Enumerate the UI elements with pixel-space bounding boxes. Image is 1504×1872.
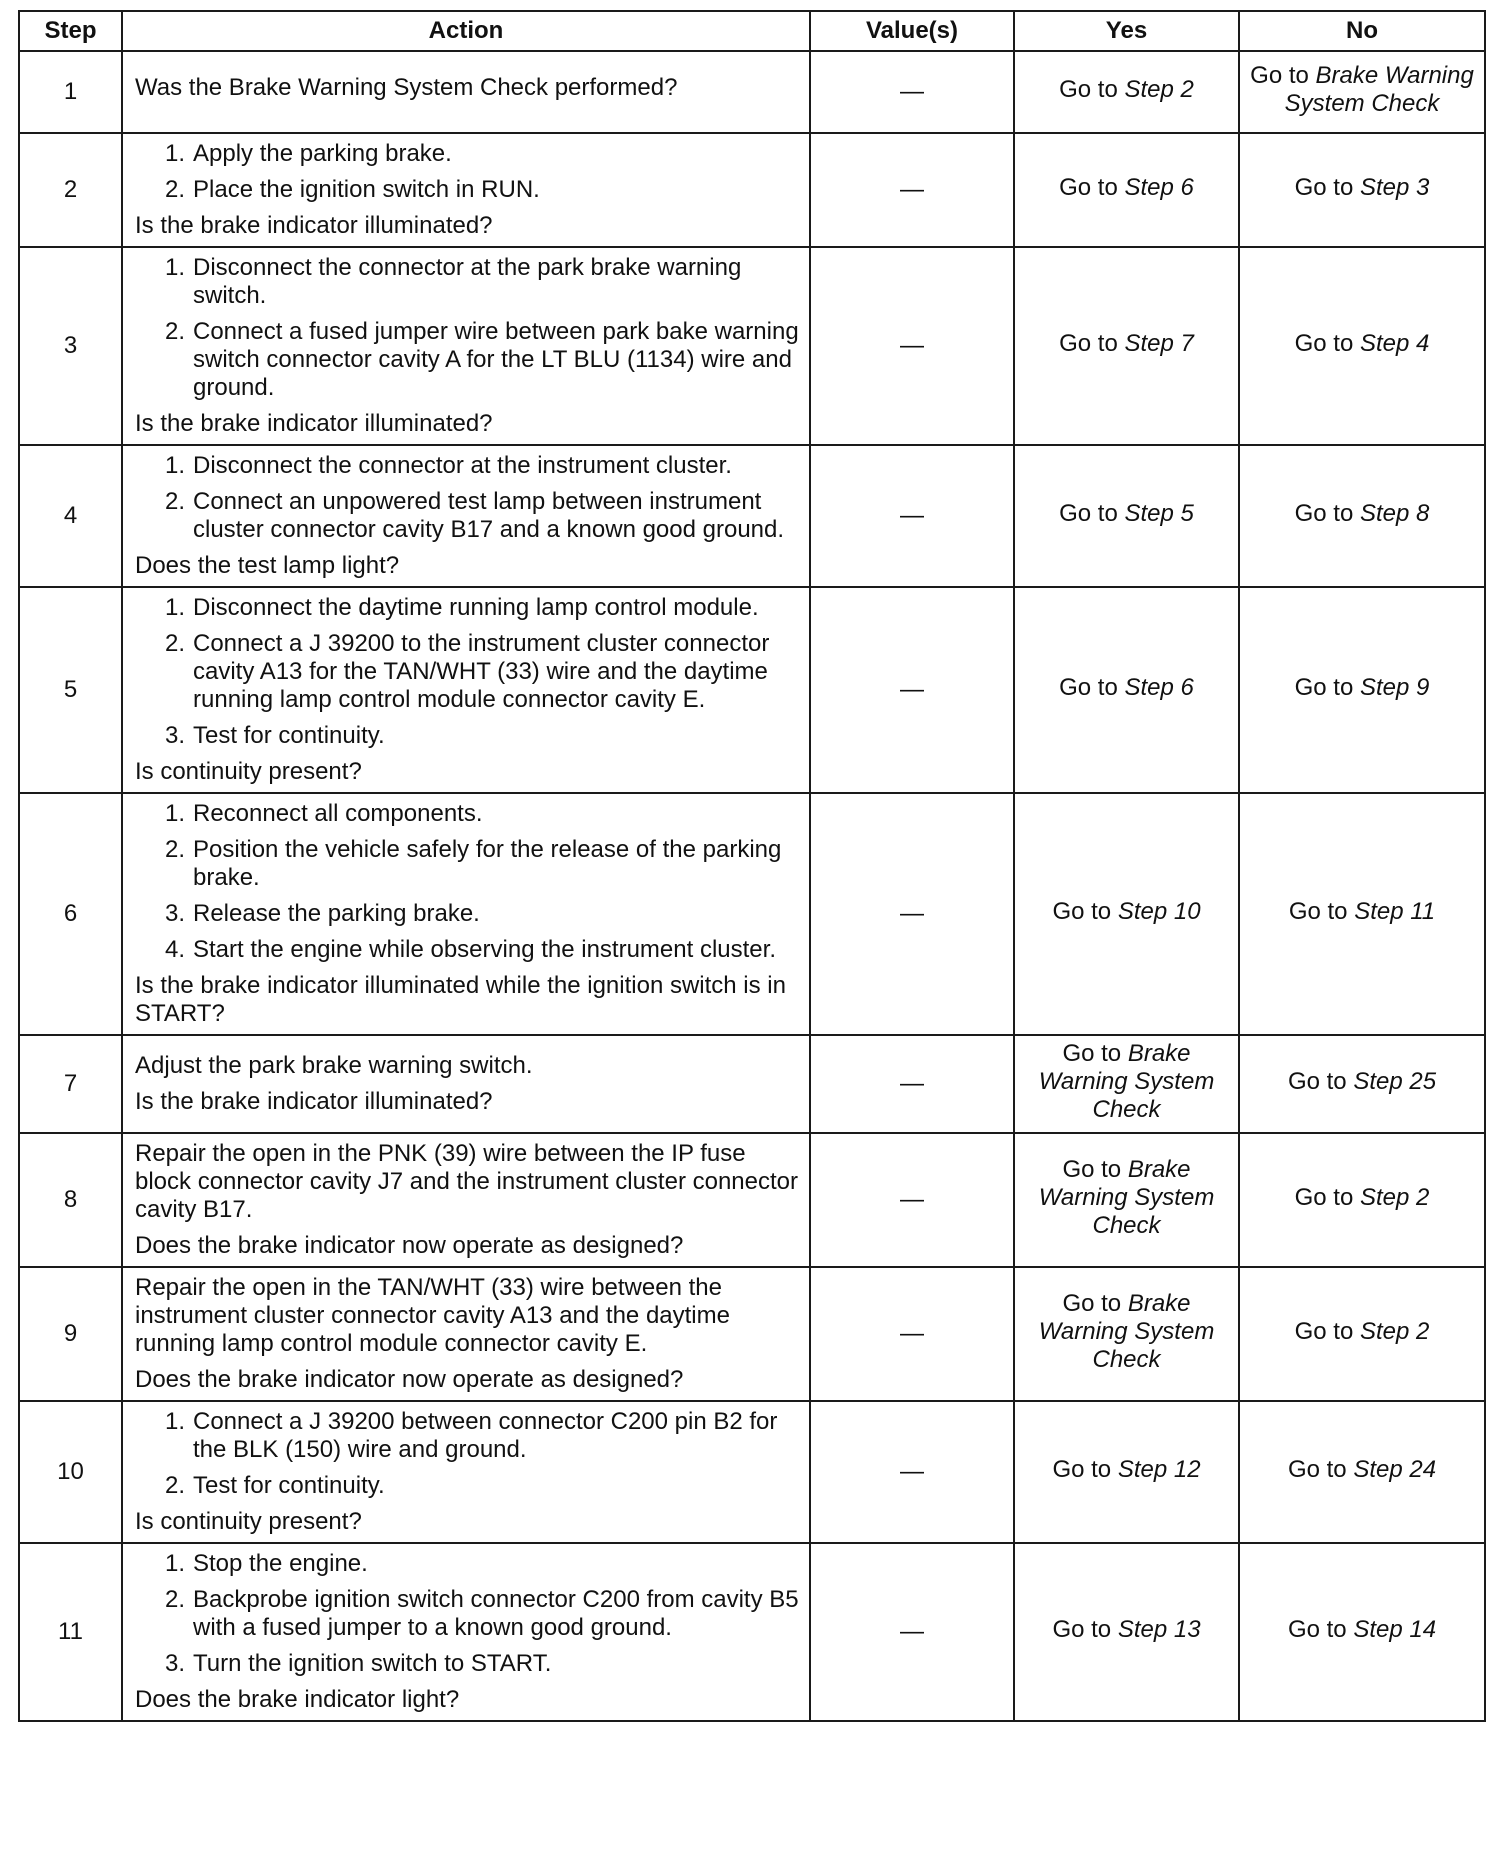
yes-cell <box>1014 1401 1239 1543</box>
table-body <box>19 51 1485 1721</box>
action-steps <box>135 800 799 964</box>
header-yes: Yes <box>1014 11 1239 51</box>
action-step-text: Reconnect all components. <box>193 800 483 827</box>
table-row <box>19 1035 1485 1133</box>
action-steps <box>135 594 799 750</box>
action-step-number: 2. <box>164 630 185 657</box>
no-cell <box>1239 793 1485 1035</box>
table-row <box>19 1267 1485 1401</box>
action-intro: Adjust the park brake warning switch. <box>135 1052 533 1079</box>
step-number: 1 <box>19 51 122 133</box>
step-number: 7 <box>19 1035 122 1133</box>
no-target: Step 2 <box>1359 1318 1430 1345</box>
table-row <box>19 133 1485 247</box>
action-step-text: Connect an unpowered test lamp between instrument cluster connector cavity B17 and a known good ground. <box>193 488 785 543</box>
yes-cell <box>1014 247 1239 445</box>
no-target: Step 25 <box>1353 1068 1437 1095</box>
no-target: Step 14 <box>1353 1616 1437 1643</box>
value-dash: — <box>810 587 1014 793</box>
action-step-number: 1. <box>164 452 185 479</box>
action-question: Does the test lamp light? <box>135 552 400 579</box>
action-question: Does the brake indicator light? <box>135 1686 460 1713</box>
table-row <box>19 445 1485 587</box>
action-step <box>135 900 799 928</box>
step-number: 3 <box>19 247 122 445</box>
action-step-number: 1. <box>164 1550 185 1577</box>
yes-target: Step 6 <box>1124 174 1194 201</box>
action-step <box>135 140 799 168</box>
step-number: 4 <box>19 445 122 587</box>
action-cell <box>122 793 810 1035</box>
table-row <box>19 1543 1485 1721</box>
action-step-number: 3. <box>164 722 185 749</box>
action-step-number: 2. <box>164 1472 185 1499</box>
action-step-text: Position the vehicle safely for the release of the parking brake. <box>193 836 782 891</box>
goto-text: Go to <box>1052 1616 1112 1643</box>
value-dash: — <box>810 1133 1014 1267</box>
action-question: Is the brake indicator illuminated? <box>135 410 493 437</box>
goto-text: Go to <box>1288 898 1348 925</box>
action-question: Is the brake indicator illuminated while the ignition switch is in START? <box>135 972 786 1027</box>
no-cell <box>1239 1133 1485 1267</box>
table-row <box>19 587 1485 793</box>
action-step <box>135 176 799 204</box>
action-step-text: Connect a J 39200 to the instrument cluster connector cavity A13 for the TAN/WHT (33) wire and the daytime running lamp control module connector cavity E. <box>193 630 770 713</box>
action-step <box>135 594 799 622</box>
goto-text: Go to <box>1250 62 1316 89</box>
action-step-text: Connect a J 39200 between connector C200 pin B2 for the BLK (150) wire and ground. <box>193 1408 778 1463</box>
no-cell <box>1239 1267 1485 1401</box>
action-step-text: Disconnect the daytime running lamp control module. <box>193 594 759 621</box>
no-cell <box>1239 1401 1485 1543</box>
action-intro: Was the Brake Warning System Check performed? <box>135 74 678 101</box>
no-target: Step 4 <box>1359 330 1430 357</box>
goto-text: Go to <box>1059 76 1118 103</box>
action-question: Is the brake indicator illuminated? <box>135 1088 493 1115</box>
no-cell <box>1239 1543 1485 1721</box>
action-step-number: 3. <box>164 1650 185 1677</box>
step-number: 9 <box>19 1267 122 1401</box>
action-cell <box>122 445 810 587</box>
action-step-text: Apply the parking brake. <box>193 140 452 167</box>
action-step-number: 2. <box>164 836 185 863</box>
action-step <box>135 452 799 480</box>
yes-target: Step 2 <box>1124 76 1194 103</box>
action-step <box>135 318 799 402</box>
value-dash: — <box>810 1543 1014 1721</box>
action-step <box>135 1650 799 1678</box>
action-step <box>135 1586 799 1642</box>
action-step <box>135 630 799 714</box>
value-dash: — <box>810 445 1014 587</box>
no-target: Step 24 <box>1353 1456 1437 1483</box>
goto-text: Go to <box>1287 1616 1347 1643</box>
action-step-text: Disconnect the connector at the park brake warning switch. <box>193 254 742 309</box>
action-question: Does the brake indicator now operate as designed? <box>135 1232 684 1259</box>
action-step-text: Backprobe ignition switch connector C200 from cavity B5 with a fused jumper to a known good ground. <box>193 1586 799 1641</box>
yes-target: Step 5 <box>1124 500 1194 527</box>
table-row <box>19 1401 1485 1543</box>
action-cell <box>122 1267 810 1401</box>
action-intro: Repair the open in the TAN/WHT (33) wire between the instrument cluster connector cavity A13 and the daytime running lamp control module connector cavity E. <box>135 1274 730 1357</box>
action-step-text: Test for continuity. <box>193 1472 385 1499</box>
yes-target: Step 10 <box>1117 898 1201 925</box>
action-step-number: 1. <box>164 1408 185 1435</box>
goto-text: Go to <box>1287 1068 1347 1095</box>
goto-text: Go to <box>1294 1184 1354 1211</box>
action-step-text: Start the engine while observing the instrument cluster. <box>193 936 776 963</box>
action-step-text: Connect a fused jumper wire between park bake warning switch connector cavity A for the LT BLU (1134) wire and ground. <box>193 318 799 401</box>
goto-text: Go to <box>1062 1156 1128 1183</box>
action-steps <box>135 1550 799 1678</box>
step-number: 10 <box>19 1401 122 1543</box>
action-step-number: 1. <box>164 594 185 621</box>
yes-cell <box>1014 587 1239 793</box>
goto-text: Go to <box>1294 674 1354 701</box>
goto-text: Go to <box>1059 500 1118 527</box>
action-step-number: 2. <box>164 176 185 203</box>
header-step: Step <box>19 11 122 51</box>
no-cell <box>1239 133 1485 247</box>
no-cell <box>1239 445 1485 587</box>
goto-text: Go to <box>1294 330 1354 357</box>
step-number: 5 <box>19 587 122 793</box>
action-step <box>135 836 799 892</box>
yes-cell <box>1014 133 1239 247</box>
action-step <box>135 1408 799 1464</box>
step-number: 11 <box>19 1543 122 1721</box>
action-step-number: 2. <box>164 318 185 345</box>
goto-text: Go to <box>1059 330 1118 357</box>
value-dash: — <box>810 1401 1014 1543</box>
action-step-number: 1. <box>164 800 185 827</box>
action-cell <box>122 587 810 793</box>
yes-cell <box>1014 1543 1239 1721</box>
yes-target: Brake Warning System Check <box>1038 1040 1215 1123</box>
step-number: 6 <box>19 793 122 1035</box>
yes-target: Step 6 <box>1124 674 1194 701</box>
action-step-text: Stop the engine. <box>193 1550 368 1577</box>
action-question: Is continuity present? <box>135 1508 362 1535</box>
step-number: 8 <box>19 1133 122 1267</box>
no-target: Step 3 <box>1359 174 1430 201</box>
action-cell <box>122 1401 810 1543</box>
value-dash: — <box>810 1267 1014 1401</box>
goto-text: Go to <box>1059 174 1118 201</box>
action-question: Does the brake indicator now operate as designed? <box>135 1366 684 1393</box>
action-step-number: 3. <box>164 900 185 927</box>
no-cell <box>1239 587 1485 793</box>
yes-target: Step 13 <box>1117 1616 1201 1643</box>
action-intro: Repair the open in the PNK (39) wire between the IP fuse block connector cavity J7 and the instrument cluster connector cavity B17. <box>135 1140 798 1223</box>
goto-text: Go to <box>1294 500 1354 527</box>
yes-cell <box>1014 51 1239 133</box>
no-target: Step 2 <box>1359 1184 1430 1211</box>
action-cell <box>122 1543 810 1721</box>
action-step <box>135 800 799 828</box>
diagnostic-table <box>18 10 1486 1722</box>
value-dash: — <box>810 51 1014 133</box>
yes-cell <box>1014 793 1239 1035</box>
action-step <box>135 488 799 544</box>
table-row <box>19 793 1485 1035</box>
header-row <box>19 11 1485 51</box>
action-step <box>135 1472 799 1500</box>
goto-text: Go to <box>1052 898 1112 925</box>
action-step-text: Disconnect the connector at the instrument cluster. <box>193 452 732 479</box>
yes-cell <box>1014 1133 1239 1267</box>
action-cell <box>122 51 810 133</box>
value-dash: — <box>810 1035 1014 1133</box>
action-steps <box>135 1408 799 1500</box>
action-step-text: Test for continuity. <box>193 722 385 749</box>
yes-target: Step 7 <box>1124 330 1194 357</box>
goto-text: Go to <box>1059 674 1118 701</box>
no-cell <box>1239 247 1485 445</box>
yes-cell <box>1014 445 1239 587</box>
action-cell <box>122 247 810 445</box>
action-step-number: 2. <box>164 1586 185 1613</box>
goto-text: Go to <box>1052 1456 1112 1483</box>
no-target: Step 8 <box>1359 500 1430 527</box>
action-step-number: 1. <box>164 140 185 167</box>
header-values: Value(s) <box>810 11 1014 51</box>
action-cell <box>122 1035 810 1133</box>
action-steps <box>135 254 799 402</box>
action-step <box>135 254 799 310</box>
value-dash: — <box>810 793 1014 1035</box>
action-steps <box>135 140 799 204</box>
yes-cell <box>1014 1267 1239 1401</box>
action-step-text: Place the ignition switch in RUN. <box>193 176 540 203</box>
goto-text: Go to <box>1287 1456 1347 1483</box>
action-step <box>135 936 799 964</box>
step-number: 2 <box>19 133 122 247</box>
goto-text: Go to <box>1062 1290 1128 1317</box>
action-cell <box>122 133 810 247</box>
goto-text: Go to <box>1062 1040 1128 1067</box>
no-target: Step 11 <box>1354 898 1436 925</box>
yes-cell <box>1014 1035 1239 1133</box>
no-cell <box>1239 51 1485 133</box>
action-steps <box>135 452 799 544</box>
yes-target: Brake Warning System Check <box>1038 1156 1215 1239</box>
action-step <box>135 722 799 750</box>
action-cell <box>122 1133 810 1267</box>
header-action: Action <box>122 11 810 51</box>
table-row <box>19 1133 1485 1267</box>
value-dash: — <box>810 133 1014 247</box>
goto-text: Go to <box>1294 1318 1354 1345</box>
no-target: Brake Warning System Check <box>1284 62 1474 117</box>
no-cell <box>1239 1035 1485 1133</box>
table-row <box>19 51 1485 133</box>
action-step-text: Release the parking brake. <box>193 900 480 927</box>
no-target: Step 9 <box>1359 674 1430 701</box>
action-question: Is continuity present? <box>135 758 362 785</box>
yes-target: Brake Warning System Check <box>1038 1290 1215 1373</box>
yes-target: Step 12 <box>1117 1456 1201 1483</box>
action-step-number: 4. <box>164 936 185 963</box>
action-question: Is the brake indicator illuminated? <box>135 212 493 239</box>
value-dash: — <box>810 247 1014 445</box>
header-no: No <box>1239 11 1485 51</box>
action-step-text: Turn the ignition switch to START. <box>193 1650 552 1677</box>
action-step-number: 1. <box>164 254 185 281</box>
action-step <box>135 1550 799 1578</box>
goto-text: Go to <box>1294 174 1354 201</box>
table-row <box>19 247 1485 445</box>
action-step-number: 2. <box>164 488 185 515</box>
